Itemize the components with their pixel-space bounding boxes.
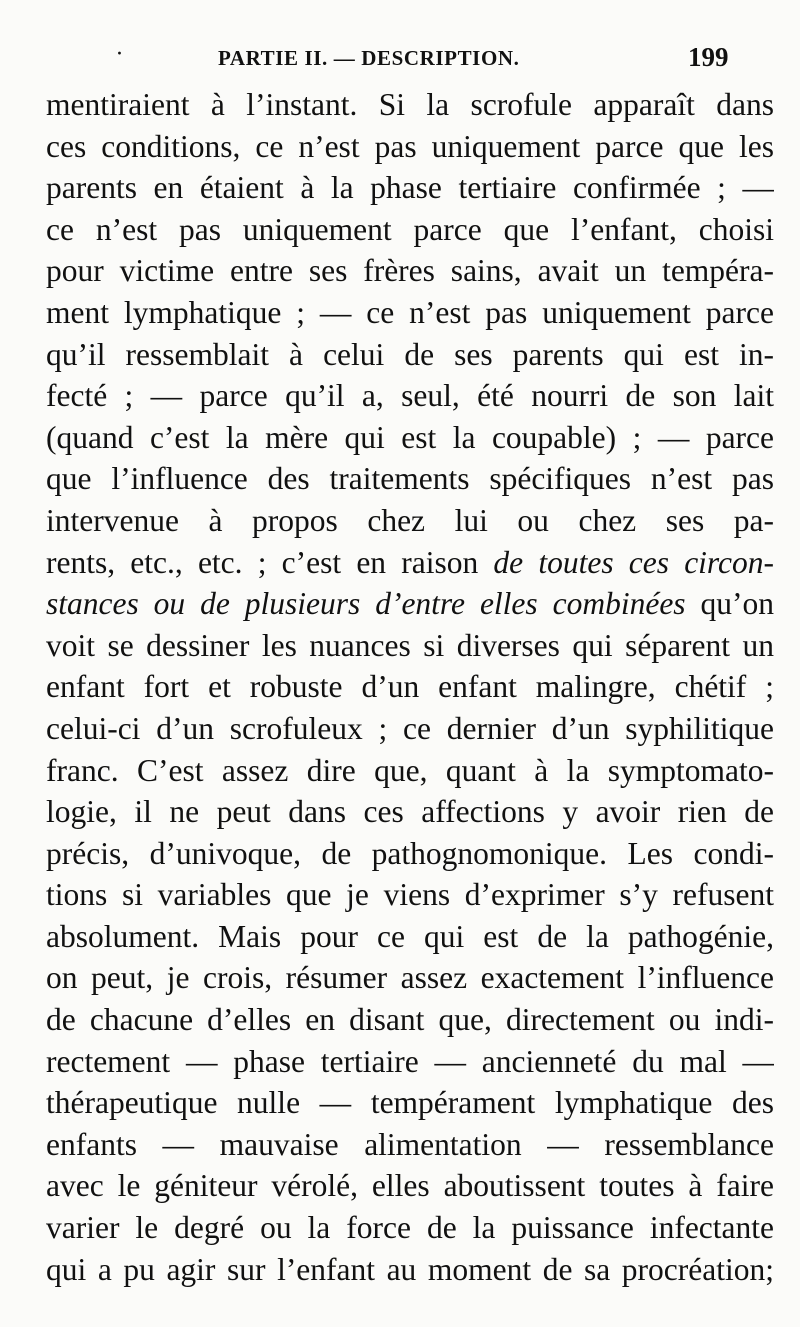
text-line: qu’il ressemblait à celui de ses parents qui est in- xyxy=(46,336,774,372)
running-title: PARTIE II. — DESCRIPTION. xyxy=(218,46,520,70)
text-line: tions si variables que je viens d’exprimer s’y refusent xyxy=(46,877,774,913)
text-line: qui a pu agir sur l’enfant au moment de sa procréation; xyxy=(46,1251,774,1287)
page-number: 199 xyxy=(688,42,729,72)
body-text xyxy=(46,84,774,1290)
text-line: fecté ; — parce qu’il a, seul, été nourri de son lait xyxy=(46,378,774,414)
text-line: ces conditions, ce n’est pas uniquement parce que les xyxy=(46,128,774,164)
text-line: voit se dessiner les nuances si diverses qui séparent un xyxy=(46,627,774,663)
text-line: de chacune d’elles en disant que, directement ou indi- xyxy=(46,1002,774,1038)
text-line: parents en étaient à la phase tertiaire confirmée ; — xyxy=(46,170,774,206)
text-line: (quand c’est la mère qui est la coupable) ; — parce xyxy=(46,419,774,455)
text-line: ce n’est pas uniquement parce que l’enfant, choisi xyxy=(46,211,774,247)
text-line-mixed xyxy=(46,542,774,584)
text-line: on peut, je crois, résumer assez exactement l’influence xyxy=(46,960,774,996)
text-line: avec le géniteur vérolé, elles aboutissent toutes à faire xyxy=(46,1168,774,1204)
text-line: varier le degré ou la force de la puissance infectante xyxy=(46,1210,774,1246)
text-line: pour victime entre ses frères sains, avait un tempéra- xyxy=(46,253,774,289)
text-line: enfant fort et robuste d’un enfant malingre, chétif ; xyxy=(46,669,774,705)
italic-phrase: stances ou de plusieurs d’entre elles combinées xyxy=(46,586,686,622)
text-line: rectement — phase tertiaire — ancienneté du mal — xyxy=(46,1043,774,1079)
text-line: intervenue à propos chez lui ou chez ses pa- xyxy=(46,502,774,538)
text-line: mentiraient à l’instant. Si la scrofule apparaît dans xyxy=(46,87,774,122)
page-header xyxy=(0,36,800,80)
text-segment: rents, etc., etc. ; c’est en raison xyxy=(46,544,494,580)
italic-phrase: de toutes ces circon- xyxy=(493,544,774,580)
text-line: celui-ci d’un scrofuleux ; ce dernier d’un syphilitique xyxy=(46,710,774,746)
text-line: précis, d’univoque, de pathognomonique. Les condi- xyxy=(46,835,774,871)
text-line: que l’influence des traitements spécifiques n’est pas xyxy=(46,461,774,497)
text-segment: qu’on xyxy=(685,586,774,622)
text-line: absolument. Mais pour ce qui est de la pathogénie, xyxy=(46,918,774,954)
text-line: logie, il ne peut dans ces affections y avoir rien de xyxy=(46,794,774,830)
text-line: ment lymphatique ; — ce n’est pas uniquement parce xyxy=(46,294,774,330)
text-line: thérapeutique nulle — tempérament lymphatique des xyxy=(46,1085,774,1121)
text-line: franc. C’est assez dire que, quant à la symptomato- xyxy=(46,752,774,788)
header-mark: · xyxy=(116,42,123,67)
text-line: enfants — mauvaise alimentation — ressemblance xyxy=(46,1126,774,1162)
text-line-mixed xyxy=(46,583,774,625)
